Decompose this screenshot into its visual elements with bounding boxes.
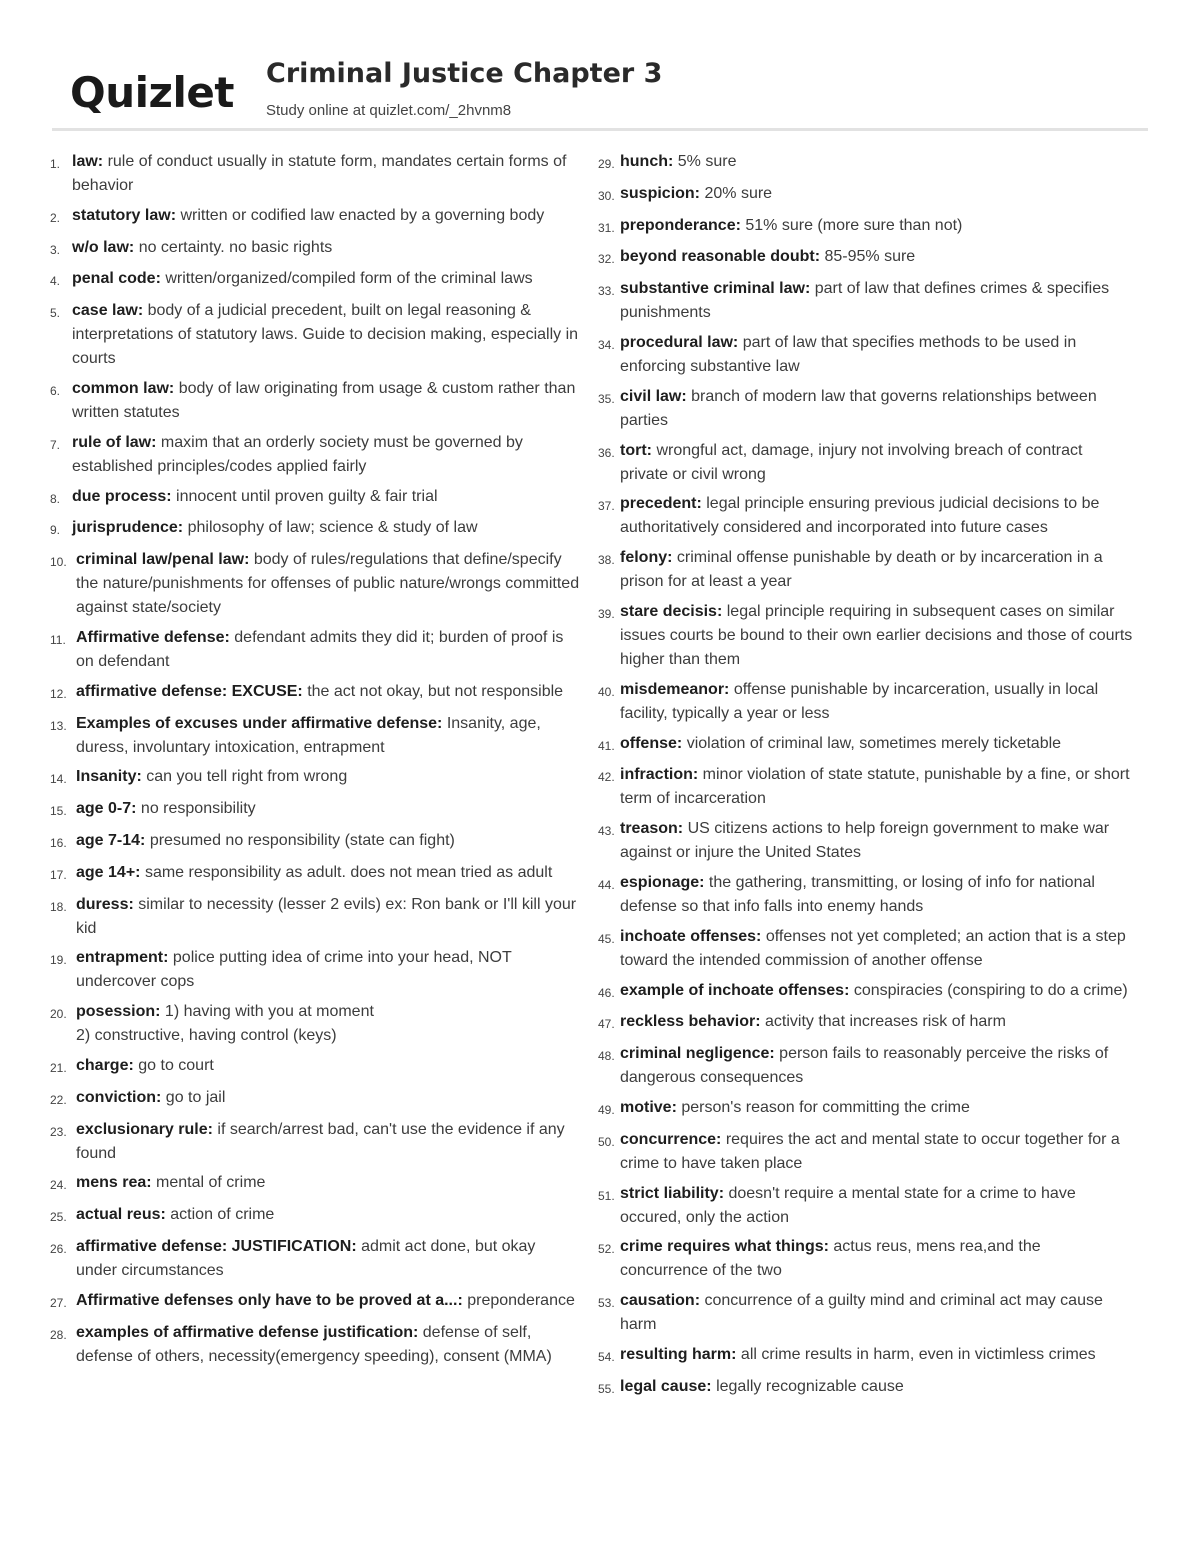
term-item — [50, 267, 580, 293]
term-item — [598, 732, 1133, 758]
term-definition: body of a judicial precedent, built on legal reasoning & interpretations of statutory laws. Guide to decision making, especially in courts — [72, 302, 579, 368]
term-title: precedent: — [620, 495, 702, 513]
term-item — [50, 893, 580, 941]
term-definition: conspiracies (conspiring to do a crime) — [853, 981, 1128, 999]
term-definition: doesn't require a mental state for a crime to have occured, only the action — [620, 1184, 1076, 1226]
term-definition: concurrence of a guilty mind and criminal act may cause harm — [620, 1292, 1103, 1334]
term-body — [620, 1343, 1133, 1369]
term-definition: actus reus, mens rea,and the concurrence of the two — [620, 1238, 1041, 1280]
term-number: 12. — [50, 686, 67, 701]
term-definition: body of rules/regulations that define/specify the nature/punishments for offenses of public nature/wrongs committed against state/society — [76, 551, 580, 617]
term-title: misdemeanor: — [620, 680, 730, 698]
term-item — [598, 385, 1133, 433]
term-title: procedural law: — [620, 333, 739, 351]
term-item — [50, 1321, 580, 1369]
term-title: inchoate offenses: — [620, 927, 762, 945]
term-title: exclusionary rule: — [76, 1120, 213, 1138]
term-title: law: — [72, 153, 104, 170]
term-body — [72, 267, 580, 293]
term-title: legal cause: — [620, 1377, 712, 1395]
term-definition: offense punishable by incarceration, usually in local facility, typically a year or less — [620, 680, 1099, 722]
term-number: 20. — [50, 1007, 67, 1022]
term-number: 1. — [50, 157, 61, 171]
term-body — [72, 377, 580, 425]
term-item — [598, 1289, 1133, 1337]
term-definition: innocent until proven guilty & fair trial — [176, 487, 438, 505]
term-body — [76, 626, 580, 674]
term-body — [72, 204, 580, 230]
term-title: statutory law: — [72, 206, 177, 224]
term-item — [50, 516, 580, 542]
term-body — [72, 485, 580, 511]
term-title: penal code: — [72, 270, 161, 288]
term-number: 29. — [598, 157, 615, 171]
term-body — [76, 893, 580, 941]
term-body — [620, 1375, 1133, 1401]
term-body — [620, 214, 1133, 240]
term-body — [620, 1010, 1133, 1036]
term-number: 27. — [50, 1295, 67, 1310]
term-number: 40. — [598, 684, 615, 699]
term-body — [620, 385, 1133, 433]
term-item — [50, 626, 580, 674]
term-definition: defense of self, defense of others, necessity(emergency speeding), consent (MMA) — [76, 1323, 552, 1365]
term-item — [50, 431, 580, 479]
term-item — [50, 1289, 580, 1315]
term-number: 31. — [598, 220, 615, 235]
term-body — [620, 871, 1133, 919]
term-definition: mental of crime — [156, 1174, 266, 1192]
term-definition: activity that increases risk of harm — [764, 1013, 1006, 1031]
term-definition: admit act done, but okay under circumstances — [76, 1237, 536, 1279]
term-definition: action of crime — [170, 1206, 275, 1224]
term-body — [620, 492, 1133, 540]
term-number: 18. — [50, 899, 67, 914]
term-item — [598, 1235, 1133, 1283]
term-item — [50, 797, 580, 823]
term-title: Examples of excuses under affirmative defense: — [76, 714, 443, 732]
term-title: affirmative defense: EXCUSE: — [76, 682, 303, 700]
term-definition: no responsibility — [140, 800, 256, 818]
term-body — [72, 150, 580, 198]
term-item — [50, 1086, 580, 1112]
term-number: 43. — [598, 824, 615, 839]
term-title: suspicion: — [620, 184, 701, 202]
term-item — [50, 861, 580, 887]
term-number: 42. — [598, 770, 615, 785]
term-definition: requires the act and mental state to occur together for a crime to have taken place — [620, 1130, 1120, 1172]
term-item — [598, 214, 1133, 240]
term-definition: 1) having with you at moment 2) constructive, having control (keys) — [76, 1003, 374, 1045]
term-body — [76, 1235, 580, 1283]
term-title: charge: — [76, 1056, 134, 1074]
term-title: preponderance: — [620, 216, 741, 234]
term-title: civil law: — [620, 387, 687, 405]
term-body — [76, 861, 580, 887]
term-number: 46. — [598, 985, 615, 1000]
term-item — [50, 1235, 580, 1283]
term-title: offense: — [620, 734, 683, 752]
page-header — [52, 56, 1148, 132]
term-title: Affirmative defense: — [76, 628, 230, 646]
term-body — [72, 431, 580, 479]
term-body — [620, 331, 1133, 379]
term-body — [620, 1182, 1133, 1230]
term-definition: the gathering, transmitting, or losing of info for national defense so that info falls into enemy hands — [620, 873, 1095, 915]
term-body — [76, 1054, 580, 1080]
term-number: 37. — [598, 499, 615, 514]
term-title: resulting harm: — [620, 1345, 737, 1363]
term-body — [76, 1171, 580, 1197]
term-body — [76, 1086, 580, 1112]
term-title: age 0-7: — [76, 800, 137, 818]
term-definition: violation of criminal law, sometimes merely ticketable — [686, 734, 1062, 752]
term-number: 23. — [50, 1124, 67, 1139]
term-item — [598, 1042, 1133, 1090]
term-item — [50, 204, 580, 230]
term-title: age 14+: — [76, 863, 141, 881]
term-body — [620, 1289, 1133, 1337]
term-item — [598, 1128, 1133, 1176]
term-definition: part of law that specifies methods to be used in enforcing substantive law — [620, 333, 1077, 375]
term-title: espionage: — [620, 873, 705, 891]
term-item — [598, 979, 1133, 1005]
term-number: 3. — [50, 242, 61, 257]
term-definition: 85-95% sure — [824, 248, 916, 266]
term-item — [598, 546, 1133, 594]
term-definition: go to court — [138, 1056, 214, 1074]
term-definition: police putting idea of crime into your head, NOT undercover cops — [76, 949, 512, 991]
term-item — [598, 1010, 1133, 1036]
term-number: 13. — [50, 718, 67, 733]
term-item — [50, 236, 580, 262]
term-number: 19. — [50, 953, 67, 968]
term-number: 10. — [50, 555, 67, 570]
term-body — [620, 678, 1133, 726]
term-item — [598, 277, 1133, 325]
term-item — [50, 946, 580, 994]
term-title: strict liability: — [620, 1184, 725, 1202]
term-title: beyond reasonable doubt: — [620, 248, 821, 266]
term-title: reckless behavior: — [620, 1013, 761, 1031]
term-title: felony: — [620, 549, 673, 567]
term-item — [50, 150, 580, 198]
term-title: mens rea: — [76, 1174, 152, 1192]
term-title: infraction: — [620, 766, 699, 784]
term-definition: legal principle requiring in subsequent cases on similar issues courts be bound to their own earlier decisions and those of courts higher than them — [620, 602, 1133, 668]
term-title: w/o law: — [72, 238, 135, 256]
term-number: 24. — [50, 1178, 67, 1193]
term-item — [598, 1182, 1133, 1230]
term-number: 21. — [50, 1060, 67, 1075]
term-definition: US citizens actions to help foreign government to make war against or injure the United States — [620, 820, 1110, 862]
term-definition: Insanity, age, duress, involuntary intoxication, entrapment — [76, 714, 541, 756]
term-definition: offenses not yet completed; an action that is a step toward the intended commission of another offense — [620, 927, 1126, 969]
term-definition: written or codified law enacted by a governing body — [180, 206, 545, 224]
term-body — [76, 946, 580, 994]
term-item — [50, 1054, 580, 1080]
term-item — [598, 925, 1133, 973]
term-number: 41. — [598, 738, 615, 753]
term-definition: body of law originating from usage & custom rather than written statutes — [72, 379, 576, 421]
term-body — [620, 182, 1133, 208]
term-definition: criminal offense punishable by death or by incarceration in a prison for at least a year — [620, 549, 1103, 591]
term-title: Affirmative defenses only have to be proved at a...: — [76, 1291, 463, 1309]
term-body — [72, 299, 580, 371]
term-definition: wrongful act, damage, injury not involving breach of contract private or civil wrong — [620, 441, 1083, 483]
term-title: example of inchoate offenses: — [620, 981, 850, 999]
term-number: 39. — [598, 606, 615, 621]
term-body — [76, 829, 580, 855]
term-definition: 20% sure — [704, 184, 773, 202]
term-item — [598, 1375, 1133, 1401]
term-number: 50. — [598, 1134, 615, 1149]
term-item — [50, 1000, 580, 1048]
term-body — [620, 763, 1133, 811]
term-definition: if search/arrest bad, can't use the evidence if any found — [76, 1120, 565, 1162]
term-number: 9. — [50, 523, 61, 538]
term-definition: minor violation of state statute, punishable by a fine, or short term of incarceration — [620, 766, 1130, 808]
term-item — [50, 765, 580, 791]
term-body — [76, 680, 580, 706]
term-number: 17. — [50, 867, 67, 882]
term-title: posession: — [76, 1003, 161, 1021]
term-body — [76, 1118, 580, 1166]
term-title: crime requires what things: — [620, 1238, 829, 1256]
term-item — [598, 150, 1133, 176]
term-number: 34. — [598, 337, 615, 352]
term-title: rule of law: — [72, 433, 157, 451]
term-definition: part of law that defines crimes & specifies punishments — [620, 280, 1110, 322]
term-title: examples of affirmative defense justification: — [76, 1323, 419, 1341]
term-item — [598, 182, 1133, 208]
term-number: 53. — [598, 1296, 615, 1311]
term-body — [620, 1128, 1133, 1176]
term-item — [598, 245, 1133, 271]
term-body — [620, 1235, 1133, 1283]
term-definition: branch of modern law that governs relationships between parties — [620, 387, 1097, 429]
term-title: actual reus: — [76, 1206, 166, 1224]
term-body — [620, 600, 1133, 672]
term-item — [50, 485, 580, 511]
term-body — [72, 236, 580, 262]
term-body — [620, 925, 1133, 973]
term-body — [620, 277, 1133, 325]
term-definition: no certainty. no basic rights — [138, 238, 333, 256]
term-definition: similar to necessity (lesser 2 evils) ex: Ron bank or I'll kill your kid — [76, 895, 577, 937]
term-item — [598, 331, 1133, 379]
term-number: 11. — [50, 632, 66, 647]
term-number: 8. — [50, 491, 61, 506]
term-definition: legally recognizable cause — [716, 1377, 904, 1395]
term-item — [50, 548, 580, 620]
term-number: 22. — [50, 1092, 67, 1107]
term-definition: philosophy of law; science & study of law — [187, 519, 478, 537]
term-definition: person's reason for committing the crime — [681, 1098, 970, 1116]
term-item — [50, 1171, 580, 1197]
term-item — [50, 299, 580, 371]
term-number: 49. — [598, 1102, 615, 1117]
term-number: 5. — [50, 306, 61, 321]
term-number: 45. — [598, 931, 615, 946]
term-number: 26. — [50, 1241, 67, 1256]
term-title: tort: — [620, 441, 652, 459]
term-number: 44. — [598, 877, 615, 892]
term-item — [598, 1096, 1133, 1122]
term-item — [50, 829, 580, 855]
term-definition: the act not okay, but not responsible — [307, 682, 564, 700]
term-item — [50, 1203, 580, 1229]
term-body — [620, 1096, 1133, 1122]
term-item — [50, 377, 580, 425]
quizlet-logo: Quizlet — [70, 68, 234, 117]
term-number: 15. — [50, 804, 67, 819]
term-number: 36. — [598, 445, 615, 460]
term-item — [598, 492, 1133, 540]
term-definition: 51% sure (more sure than not) — [745, 216, 963, 234]
term-number: 25. — [50, 1210, 67, 1225]
term-definition: presumed no responsibility (state can fight) — [149, 831, 455, 849]
term-definition: maxim that an orderly society must be governed by established principles/codes applied fairly — [72, 433, 523, 475]
term-body — [620, 979, 1133, 1005]
term-title: criminal negligence: — [620, 1045, 775, 1063]
term-title: motive: — [620, 1098, 677, 1116]
study-online-link[interactable]: Study online at quizlet.com/_2hvnm8 — [266, 102, 512, 119]
term-number: 51. — [598, 1188, 615, 1203]
term-number: 32. — [598, 252, 615, 267]
term-title: affirmative defense: JUSTIFICATION: — [76, 1237, 357, 1255]
term-number: 16. — [50, 835, 67, 850]
term-number: 54. — [598, 1349, 615, 1364]
term-title: causation: — [620, 1292, 701, 1310]
term-number: 30. — [598, 188, 615, 203]
header-divider — [52, 128, 1148, 131]
term-number: 6. — [50, 383, 61, 398]
term-body — [72, 516, 580, 542]
term-body — [620, 439, 1133, 487]
term-title: conviction: — [76, 1088, 162, 1106]
term-title: substantive criminal law: — [620, 280, 811, 298]
term-number: 7. — [50, 437, 61, 452]
term-body — [620, 817, 1133, 865]
term-title: treason: — [620, 820, 684, 838]
term-item — [50, 712, 580, 760]
term-body — [76, 797, 580, 823]
term-title: due process: — [72, 487, 172, 505]
term-body — [620, 1042, 1133, 1090]
term-definition: 5% sure — [677, 153, 737, 170]
term-body — [76, 1000, 580, 1048]
term-item — [598, 763, 1133, 811]
terms-column-right — [598, 150, 1133, 1407]
term-body — [76, 548, 580, 620]
term-number: 52. — [598, 1242, 615, 1257]
term-definition: same responsibility as adult. does not mean tried as adult — [144, 863, 553, 881]
term-definition: preponderance — [467, 1291, 575, 1309]
term-title: entrapment: — [76, 949, 169, 967]
term-number: 4. — [50, 274, 61, 289]
term-title: duress: — [76, 895, 134, 913]
page-title: Criminal Justice Chapter 3 — [266, 58, 663, 89]
term-item — [50, 1118, 580, 1166]
term-number: 33. — [598, 284, 615, 299]
term-item — [50, 680, 580, 706]
term-definition: all crime results in harm, even in victimless crimes — [740, 1345, 1096, 1363]
term-number: 47. — [598, 1017, 615, 1032]
term-body — [76, 1289, 580, 1315]
term-item — [598, 1343, 1133, 1369]
term-body — [620, 150, 1133, 176]
term-title: Insanity: — [76, 768, 142, 786]
term-title: stare decisis: — [620, 602, 723, 620]
term-item — [598, 678, 1133, 726]
term-title: criminal law/penal law: — [76, 551, 250, 569]
term-title: concurrence: — [620, 1130, 722, 1148]
term-number: 2. — [50, 210, 61, 225]
term-body — [76, 712, 580, 760]
term-body — [76, 765, 580, 791]
term-number: 14. — [50, 772, 67, 787]
term-number: 48. — [598, 1049, 615, 1064]
term-body — [76, 1203, 580, 1229]
term-item — [598, 439, 1133, 487]
term-definition: legal principle ensuring previous judicial decisions to be authoritatively considered and incorporated into future cases — [620, 495, 1100, 537]
term-definition: defendant admits they did it; burden of proof is on defendant — [76, 628, 564, 670]
term-body — [620, 546, 1133, 594]
term-title: age 7-14: — [76, 831, 146, 849]
term-title: common law: — [72, 379, 175, 397]
term-item — [598, 600, 1133, 672]
term-title: case law: — [72, 302, 144, 320]
term-number: 55. — [598, 1381, 615, 1396]
term-definition: rule of conduct usually in statute form, mandates certain forms of behavior — [72, 153, 567, 194]
term-definition: written/organized/compiled form of the criminal laws — [165, 270, 533, 288]
term-definition: can you tell right from wrong — [146, 768, 348, 786]
term-definition: person fails to reasonably perceive the risks of dangerous consequences — [620, 1045, 1109, 1087]
term-body — [620, 245, 1133, 271]
term-title: jurisprudence: — [72, 519, 184, 537]
terms-column-left — [50, 150, 580, 1374]
term-body — [620, 732, 1133, 758]
term-definition: go to jail — [165, 1088, 226, 1106]
term-body — [76, 1321, 580, 1369]
term-number: 28. — [50, 1327, 67, 1342]
term-title: hunch: — [620, 153, 674, 170]
term-number: 35. — [598, 391, 615, 406]
term-number: 38. — [598, 553, 615, 568]
term-item — [598, 817, 1133, 865]
term-item — [598, 871, 1133, 919]
